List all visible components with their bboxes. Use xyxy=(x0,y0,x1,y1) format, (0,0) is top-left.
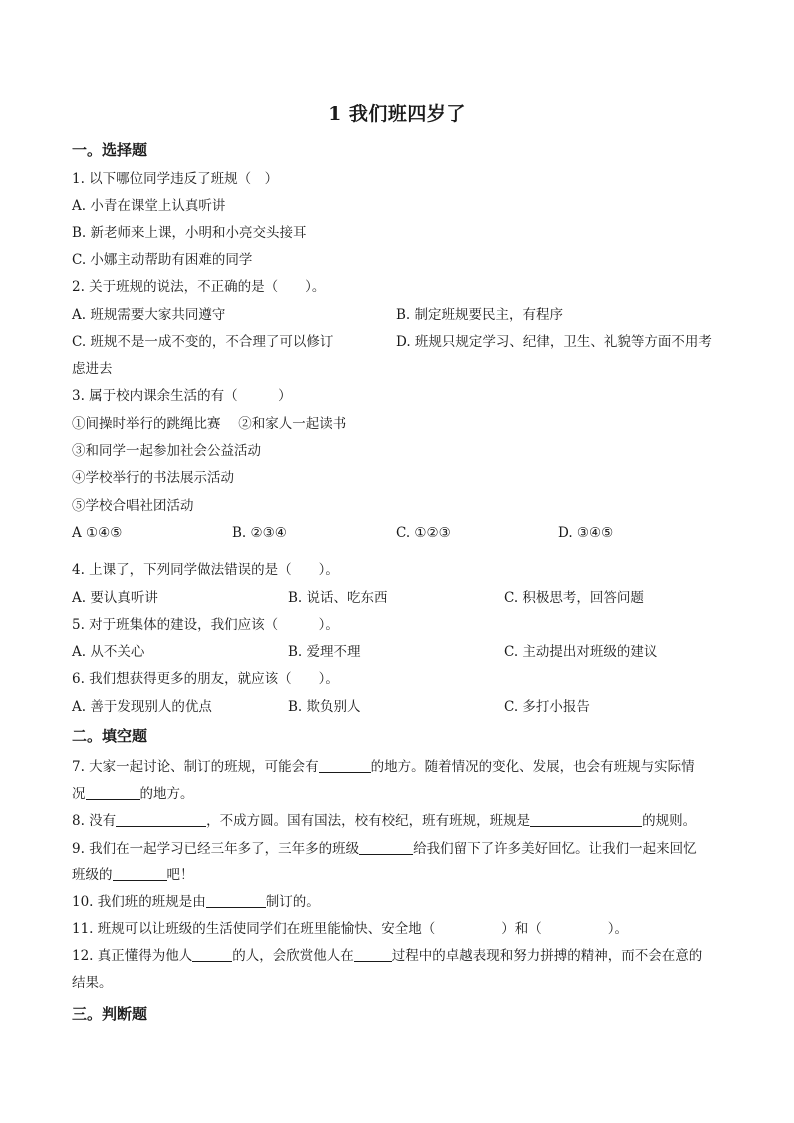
question-12-line-1 xyxy=(72,947,702,965)
question-3-option-a: A ①④⑤ xyxy=(72,525,123,541)
section-heading-fill-blank: 二。填空题 xyxy=(72,727,148,745)
question-11-text-3: ）。 xyxy=(607,921,629,937)
question-1-option-b: B. 新老师来上课，小明和小亮交头接耳 xyxy=(72,225,307,241)
page-title: 1 我们班四岁了 xyxy=(328,103,466,125)
question-7-text-3: 况 xyxy=(72,786,86,802)
question-3-item-3: ③和同学一起参加社会公益活动 xyxy=(72,443,261,459)
question-3-stem: 3. 属于校内课余生活的有（ ） xyxy=(72,388,292,404)
question-5-option-c: C. 主动提出对班级的建议 xyxy=(504,644,658,660)
section-heading-true-false: 三。判断题 xyxy=(72,1005,148,1023)
question-11-text-1: 11. 班规可以让班级的生活使同学们在班里能愉快、安全地（ xyxy=(72,921,436,937)
question-1-option-a: A. 小青在课堂上认真听讲 xyxy=(72,198,226,214)
question-5-option-a: A. 从不关心 xyxy=(72,644,145,660)
section-heading-choice: 一。选择题 xyxy=(72,141,148,159)
question-2-option-d: D. 班规只规定学习、纪律，卫生、礼貌等方面不用考 xyxy=(396,334,712,350)
question-8-line xyxy=(72,812,696,830)
question-8-blank-1[interactable] xyxy=(116,812,206,827)
question-10-text-1: 10. 我们班的班规是由 xyxy=(72,894,206,910)
question-12-blank-2[interactable] xyxy=(354,947,392,962)
question-5-stem: 5. 对于班集体的建设，我们应该（ ）。 xyxy=(72,617,339,633)
question-9-text-4: 吧！ xyxy=(166,867,194,883)
question-10-line xyxy=(72,893,320,911)
question-12-text-3: 过程中的卓越表现和努力拼搏的精神，而不会在意的 xyxy=(391,948,703,964)
question-10-text-2: 制订的。 xyxy=(265,894,320,910)
question-8-text-2: ，不成方圆。国有国法，校有校纪，班有班规，班规是 xyxy=(206,813,531,829)
question-8-text-1: 8. 没有 xyxy=(72,813,117,829)
question-2-option-d-continued: 虑进去 xyxy=(72,361,113,377)
question-9-line-1 xyxy=(72,840,697,858)
question-5-option-b: B. 爱理不理 xyxy=(288,644,361,660)
question-9-blank-2[interactable] xyxy=(113,866,167,881)
question-3-item-5: ⑤学校合唱社团活动 xyxy=(72,498,194,514)
question-9-blank-1[interactable] xyxy=(359,840,413,855)
question-4-stem: 4. 上课了，下列同学做法错误的是（ ）。 xyxy=(72,562,339,578)
question-3-items-1-2: ①间操时举行的跳绳比赛 ②和家人一起读书 xyxy=(72,416,347,432)
question-12-text-2: 的人，会欣赏他人在 xyxy=(232,948,354,964)
question-11-line xyxy=(72,920,628,938)
question-2-option-b: B. 制定班规要民主，有程序 xyxy=(396,307,564,323)
question-6-option-c: C. 多打小报告 xyxy=(504,699,590,715)
question-9-text-1: 9. 我们在一起学习已经三年多了，三年多的班级 xyxy=(72,841,360,857)
question-12-text-1: 12. 真正懂得为他人 xyxy=(72,948,193,964)
question-1-option-c: C. 小娜主动帮助有困难的同学 xyxy=(72,252,253,268)
question-7-blank-1[interactable] xyxy=(319,758,371,773)
question-8-blank-2[interactable] xyxy=(530,812,642,827)
question-8-text-3: 的规则。 xyxy=(642,813,697,829)
question-7-text-2: 的地方。随着情况的变化、发展，也会有班规与实际情 xyxy=(370,759,695,775)
question-7-blank-2[interactable] xyxy=(86,785,140,800)
question-4-option-c: C. 积极思考，回答问题 xyxy=(504,590,644,606)
question-4-option-b: B. 说话、吃东西 xyxy=(288,590,388,606)
question-3-item-4: ④学校举行的书法展示活动 xyxy=(72,470,234,486)
question-12-blank-1[interactable] xyxy=(192,947,232,962)
question-10-blank[interactable] xyxy=(206,893,266,908)
question-9-text-2: 给我们留下了许多美好回忆。让我们一起来回忆 xyxy=(413,841,697,857)
question-6-stem: 6. 我们想获得更多的朋友，就应该（ ）。 xyxy=(72,671,339,687)
question-3-option-c: C. ①②③ xyxy=(396,525,451,541)
question-2-option-c: C. 班规不是一成不变的，不合理了可以修订 xyxy=(72,334,334,350)
question-4-option-a: A. 要认真听讲 xyxy=(72,590,158,606)
question-3-option-b: B. ②③④ xyxy=(232,525,287,541)
question-7-text-1: 7. 大家一起讨论、制订的班规，可能会有 xyxy=(72,759,319,775)
question-6-option-b: B. 欺负别人 xyxy=(288,699,361,715)
question-12-line-2: 结果。 xyxy=(72,975,113,991)
question-2-option-a: A. 班规需要大家共同遵守 xyxy=(72,307,226,323)
question-9-text-3: 班级的 xyxy=(72,867,113,883)
question-7-text-4: 的地方。 xyxy=(139,786,194,802)
question-7-line-1 xyxy=(72,758,695,776)
question-11-text-2: ）和（ xyxy=(501,921,542,937)
question-6-option-a: A. 善于发现别人的优点 xyxy=(72,699,212,715)
question-2-stem: 2. 关于班规的说法，不正确的是（ ）。 xyxy=(72,279,326,295)
question-1-stem: 1. 以下哪位同学违反了班规（ ） xyxy=(72,171,279,187)
question-3-option-d: D. ③④⑤ xyxy=(558,525,614,541)
question-7-line-2 xyxy=(72,785,194,803)
question-9-line-2 xyxy=(72,866,194,884)
